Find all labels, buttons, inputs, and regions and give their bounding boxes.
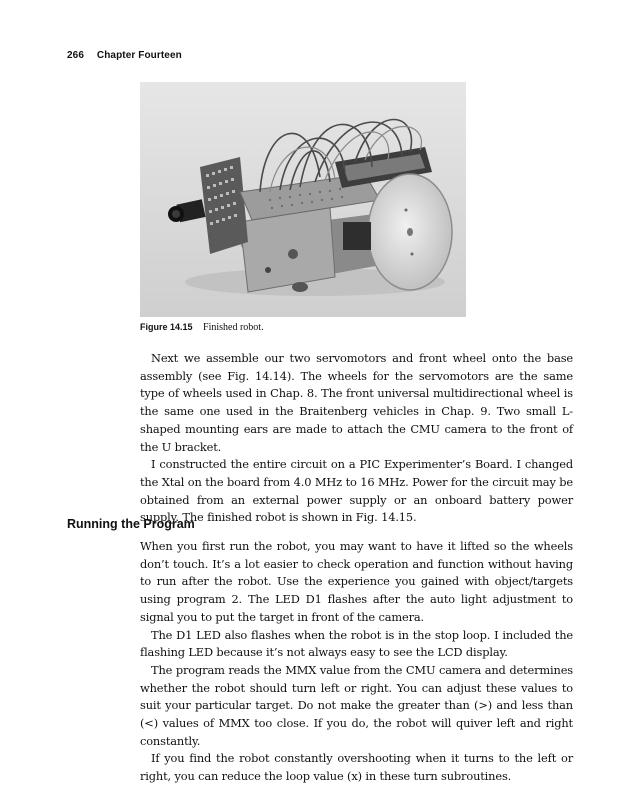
section-body-1 — [140, 350, 573, 527]
paragraph: If you find the robot constantly overshooting when it turns to the left or right, you can reduce the loop value (x) in these turn subroutines. — [140, 751, 573, 784]
page-number: 266 — [67, 50, 84, 61]
section-heading: Running the Program — [67, 517, 195, 531]
figure-caption-text: Finished robot. — [203, 322, 264, 333]
robot-photo-illustration — [140, 82, 466, 317]
paragraph: I constructed the entire circuit on a PIC Experimenter’s Board. I changed the Xtal on the board from 4.0 MHz to 16 MHz. Power for the circuit may be obtained from an external power supply or an onboard battery power supply. The finished robot is shown in Fig. 14.15. — [140, 457, 573, 525]
section-body-2 — [140, 538, 573, 786]
figure-label: Figure 14.15 — [140, 322, 193, 332]
paragraph: When you first run the robot, you may want to have it lifted so the wheels don’t touch. It’s a lot easier to check operation and function without having to run after the robot. Use the experience you gained with object/targets using program 2. The LED D1 flashes after the auto light adjustment to signal you to put the target in front of the camera. — [140, 539, 573, 624]
paragraph: Next we assemble our two servomotors and front wheel onto the base assembly (see Fig. 14.14). The wheels for the servomotors are the same type of wheels used in Chap. 8. The front universal multidirectional wheel is the same one used in the Braitenberg vehicles in Chap. 9. Two small L-shaped mounting ears are made to attach the CMU camera to the front of the U bracket. — [140, 351, 573, 454]
running-header — [67, 50, 182, 61]
figure-caption — [140, 322, 264, 333]
figure-robot-photo — [140, 82, 466, 317]
paragraph: The D1 LED also flashes when the robot is in the stop loop. I included the flashing LED because it’s not always easy to see the LCD display. — [140, 627, 573, 660]
chapter-title: Chapter Fourteen — [96, 50, 182, 61]
paragraph: The program reads the MMX value from the CMU camera and determines whether the robot should turn left or right. You can adjust these values to suit your particular target. Do not make the greater than (>) and less than (<) values of MMX too close. If you do, the robot will quiver left and right constantly. — [140, 662, 573, 748]
